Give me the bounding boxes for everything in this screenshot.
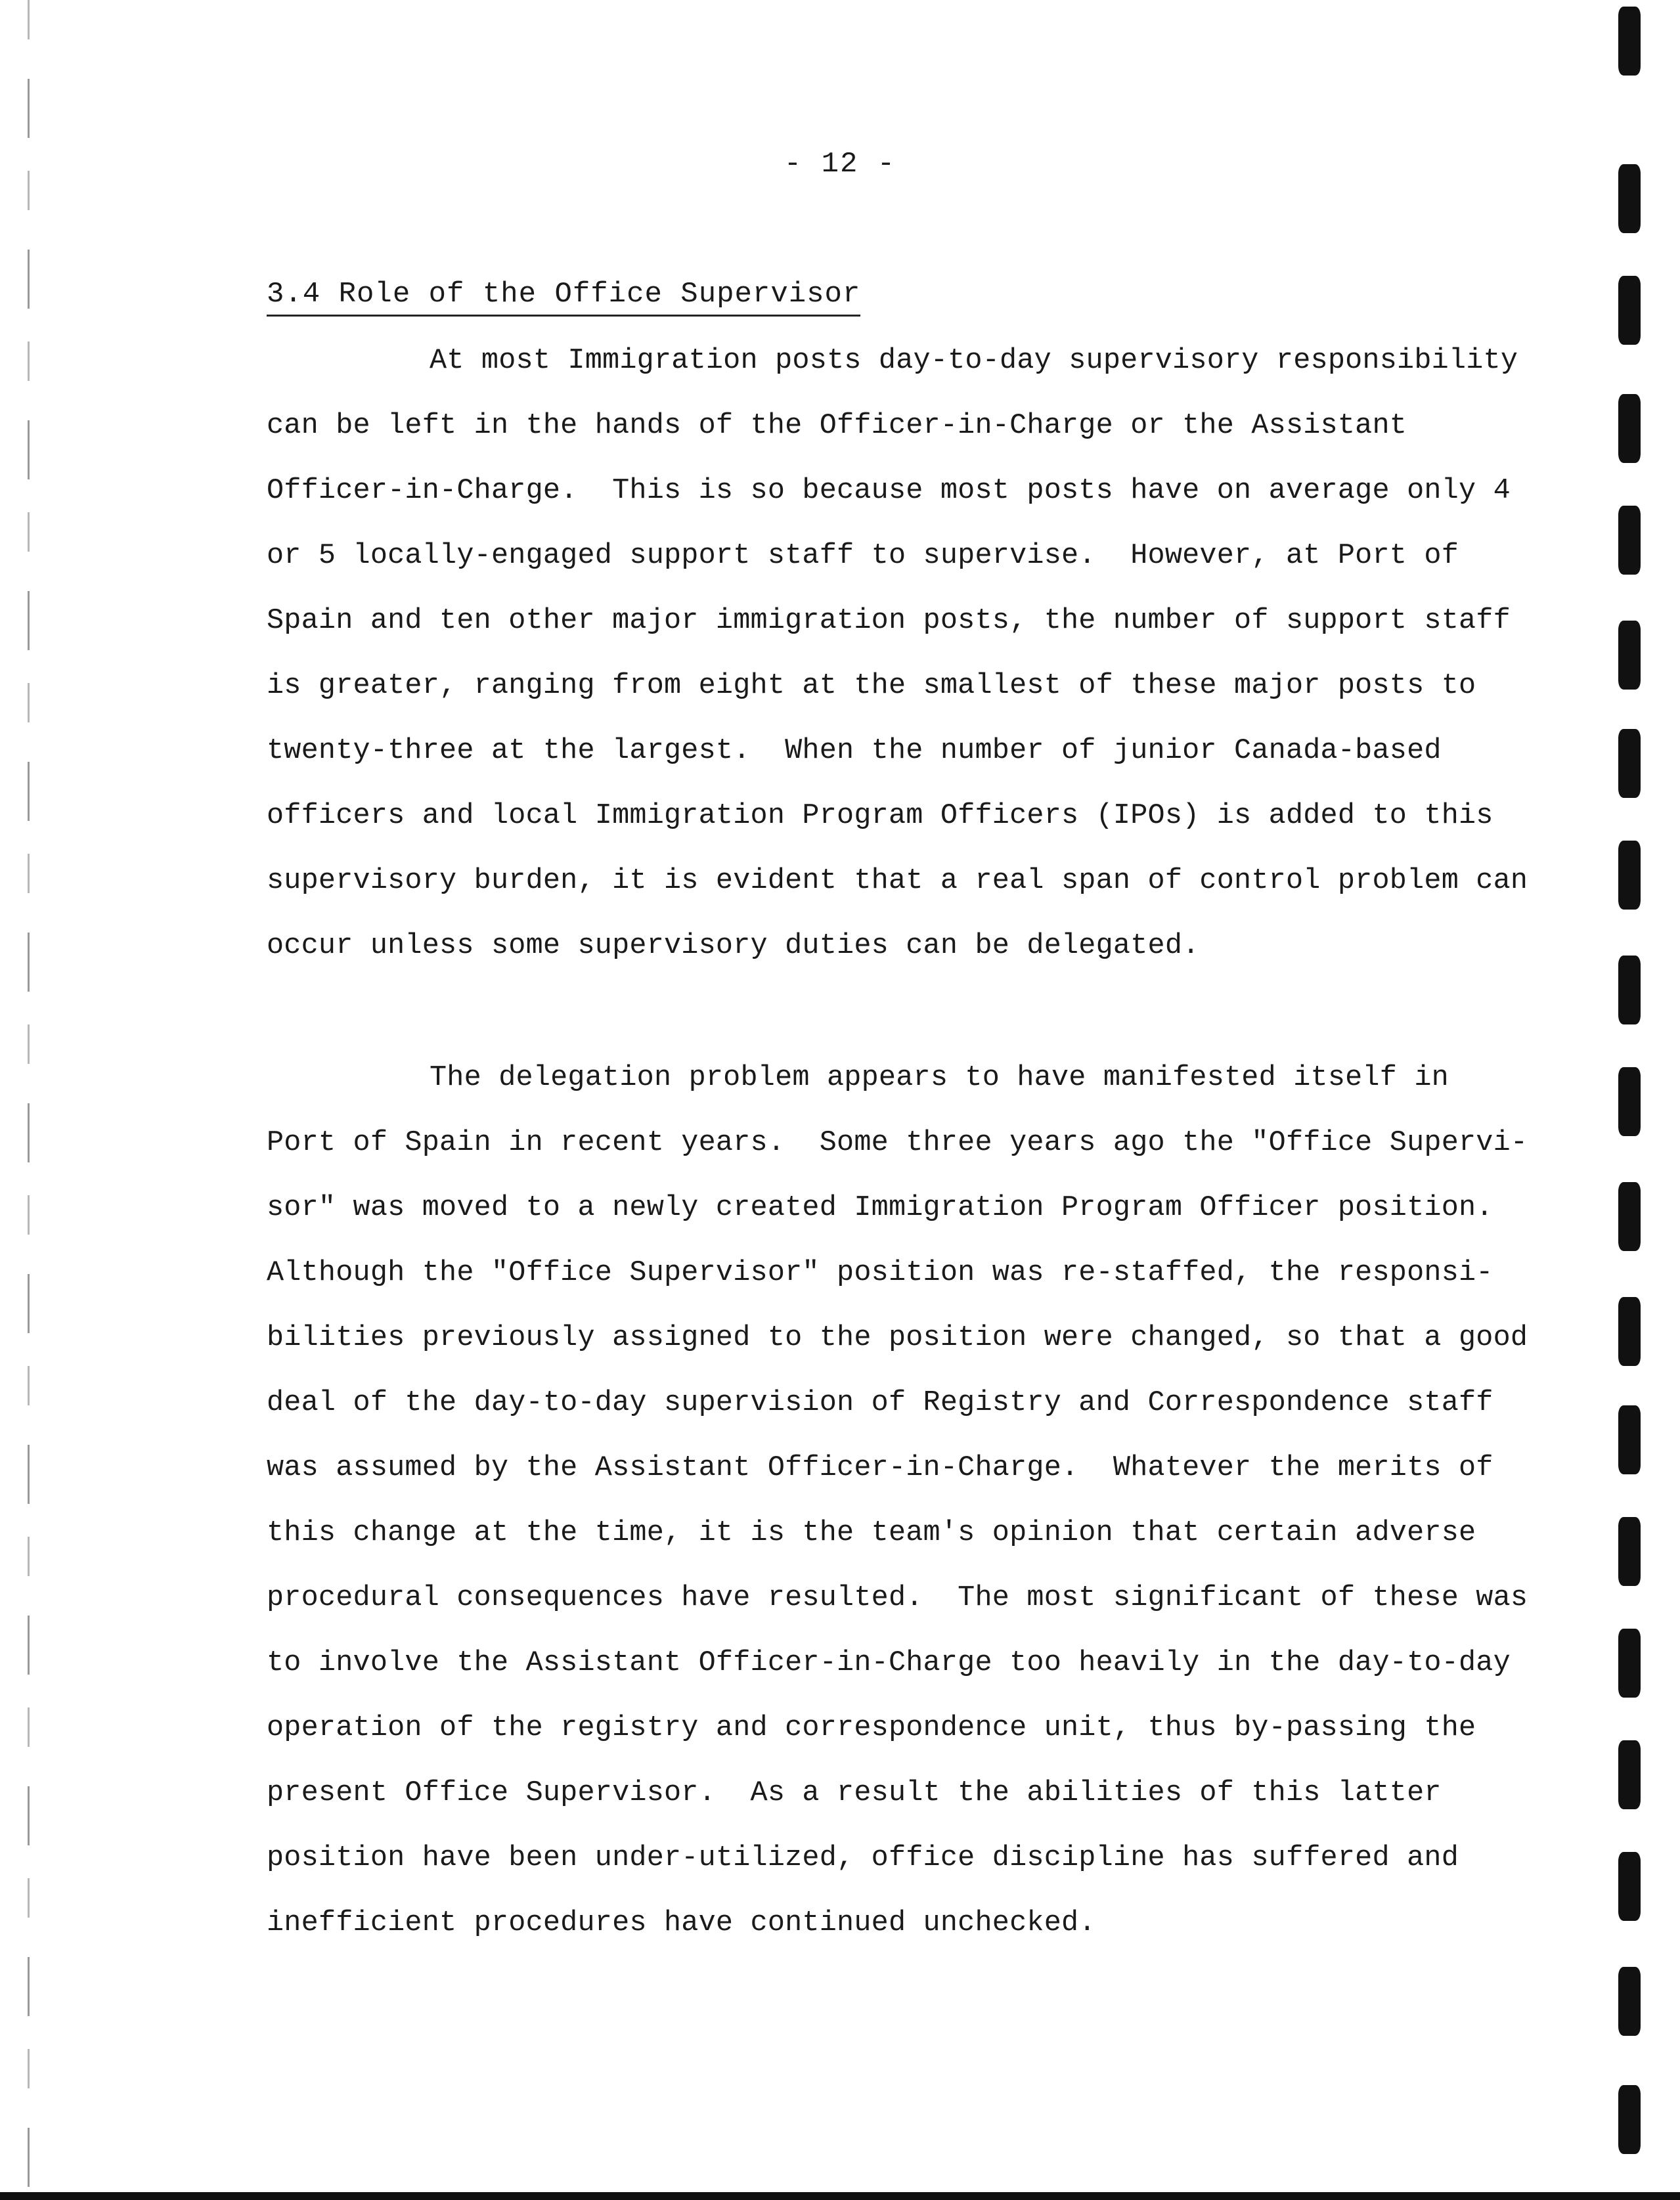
binding-hole-mark xyxy=(1618,2085,1641,2154)
paragraph-line: this change at the time, it is the team's opinion that certain adverse xyxy=(267,1517,1476,1549)
paragraph-line: Although the "Office Supervisor" position was re-staffed, the responsi- xyxy=(267,1257,1493,1289)
paragraph-line: sor" was moved to a newly created Immigration Program Officer position. xyxy=(267,1192,1493,1224)
binding-hole-mark xyxy=(1618,1067,1641,1136)
paragraph-line: deal of the day-to-day supervision of Registry and Correspondence staff xyxy=(267,1387,1493,1419)
paragraph-line: supervisory burden, it is evident that a real span of control problem can xyxy=(267,865,1528,897)
binding-hole-mark xyxy=(1618,394,1641,463)
paragraph-line: twenty-three at the largest. When the number of junior Canada-based xyxy=(267,735,1442,767)
binding-hole-mark xyxy=(1618,841,1641,910)
paragraph-1 xyxy=(267,328,1528,979)
paragraph-line: position have been under-utilized, office discipline has suffered and xyxy=(267,1842,1459,1874)
paragraph-line: procedural consequences have resulted. The most significant of these was xyxy=(267,1582,1528,1614)
binding-hole-mark xyxy=(1618,1297,1641,1366)
paragraph-line: occur unless some supervisory duties can be delegated. xyxy=(267,930,1200,962)
binding-hole-mark xyxy=(1618,1517,1641,1586)
binding-hole-mark xyxy=(1618,1405,1641,1474)
paragraph-line: inefficient procedures have continued unchecked. xyxy=(267,1907,1096,1939)
paragraph-line: can be left in the hands of the Officer-in-Charge or the Assistant xyxy=(267,410,1407,442)
binding-hole-mark xyxy=(1618,1852,1641,1921)
scan-left-edge xyxy=(28,0,30,2200)
binding-hole-mark xyxy=(1618,1967,1641,2036)
binding-hole-mark xyxy=(1618,956,1641,1024)
binding-hole-mark xyxy=(1618,506,1641,575)
paragraph-line: Spain and ten other major immigration posts, the number of support staff xyxy=(267,605,1511,637)
paragraph-line: The delegation problem appears to have manifested itself in xyxy=(430,1062,1449,1094)
paragraph-2 xyxy=(267,1045,1528,1956)
paragraph-line: officers and local Immigration Program Officers (IPOs) is added to this xyxy=(267,800,1493,832)
binding-hole-mark xyxy=(1618,729,1641,798)
section-heading: 3.4 Role of the Office Supervisor xyxy=(267,278,860,317)
paragraph-line: present Office Supervisor. As a result the abilities of this latter xyxy=(267,1777,1442,1809)
binding-hole-mark xyxy=(1618,1629,1641,1698)
binding-hole-mark xyxy=(1618,164,1641,233)
paragraph-line: Officer-in-Charge. This is so because most posts have on average only 4 xyxy=(267,475,1511,507)
binding-hole-mark xyxy=(1618,7,1641,76)
paragraph-line: At most Immigration posts day-to-day supervisory responsibility xyxy=(430,345,1518,377)
binding-hole-mark xyxy=(1618,1182,1641,1251)
binding-marks xyxy=(1613,0,1652,2200)
binding-hole-mark xyxy=(1618,621,1641,690)
paragraph-line: Port of Spain in recent years. Some three years ago the "Office Supervi- xyxy=(267,1127,1528,1159)
paragraph-line: to involve the Assistant Officer-in-Charge too heavily in the day-to-day xyxy=(267,1647,1511,1679)
page-number: - 12 - xyxy=(784,148,896,181)
binding-hole-mark xyxy=(1618,276,1641,345)
paragraph-line: bilities previously assigned to the position were changed, so that a good xyxy=(267,1322,1528,1354)
scan-bottom-edge xyxy=(0,2192,1680,2200)
binding-hole-mark xyxy=(1618,1740,1641,1809)
paragraph-line: was assumed by the Assistant Officer-in-Charge. Whatever the merits of xyxy=(267,1452,1493,1484)
paragraph-line: operation of the registry and correspondence unit, thus by-passing the xyxy=(267,1712,1476,1744)
paragraph-line: is greater, ranging from eight at the smallest of these major posts to xyxy=(267,670,1476,702)
paragraph-line: or 5 locally-engaged support staff to supervise. However, at Port of xyxy=(267,540,1459,572)
